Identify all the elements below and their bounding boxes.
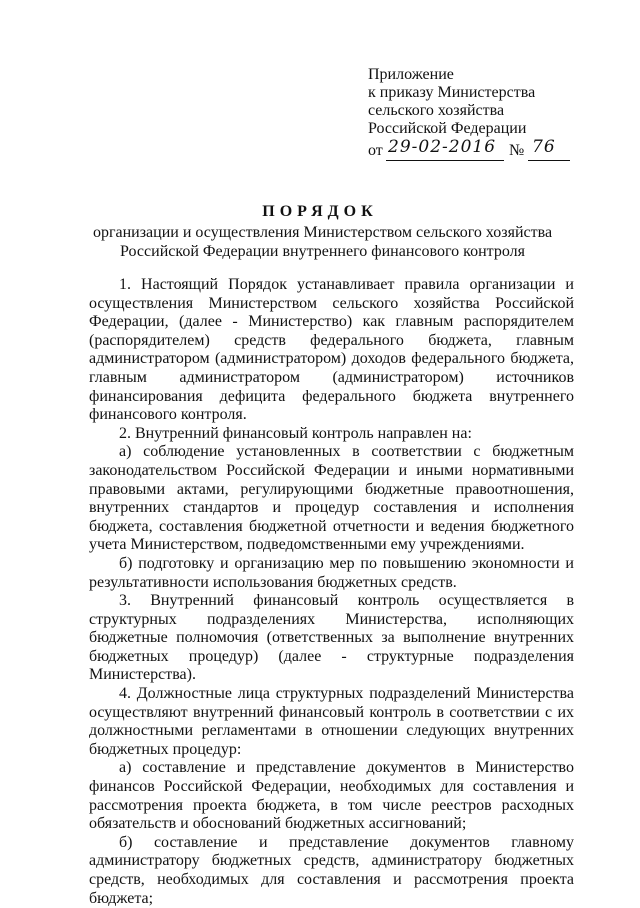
number-prefix: № (509, 142, 525, 159)
document-title: ПОРЯДОК (262, 203, 378, 220)
document-body (89, 276, 574, 908)
appendix-line: сельского хозяйства (368, 102, 505, 119)
number-underline (528, 160, 570, 161)
date-underline (386, 160, 504, 161)
paragraph: б) подготовку и организацию мер по повышению экономности и результативности использования бюджетных средств. (89, 554, 574, 591)
paragraph: 3. Внутренний финансовый контроль осуществляется в структурных подразделениях Министерства, исполняющих бюджетные полномочия (ответственных за выполнение внутренних бюджетных процедур) (далее - структурные подразделения Министерства). (89, 592, 574, 684)
paragraph: 4. Должностные лица структурных подразделений Министерства осуществляют внутренний финансовый контроль в соответствии с их должностными регламентами в отношении следующих внутренних бюджетных процедур: (89, 685, 574, 758)
document-subtitle: организации и осуществления Министерством сельского хозяйства Российской Федерации внутреннего финансового контроля (92, 224, 553, 260)
paragraph: а) составление и представление документов в Министерство финансов Российской Федерации, необходимых для составления и рассмотрения проекта бюджета, в том числе реестров расходных обязательств и обоснований бюджетных ассигнований; (89, 759, 574, 833)
appendix-line: Российской Федерации (368, 120, 527, 137)
paragraph: а) соблюдение установленных в соответствии с бюджетным законодательством Российской Федерации и иными нормативными правовыми актами, регулирующими бюджетные правоотношения, внутренних стандартов и процедур составления и исполнения бюджета, составления бюджетной отчетности и ведения бюджетного учета Министерством, подведомственными ему учреждениями. (89, 443, 574, 554)
handwritten-number: 76 (532, 137, 556, 157)
handwritten-date: 29-02-2016 (388, 137, 497, 157)
appendix-block (368, 66, 598, 162)
order-date-number-row (368, 138, 598, 162)
appendix-line: Приложение (368, 66, 454, 83)
appendix-line: к приказу Министерства (368, 84, 536, 101)
paragraph: 2. Внутренний финансовый контроль направлен на: (119, 424, 472, 442)
paragraph: 1. Настоящий Порядок устанавливает правила организации и осуществления Министерством сельского хозяйства Российской Федерации, (далее - Министерство) как главным распорядителем (распорядителем) средств федерального бюджета, главным администратором (администратором) доходов федерального бюджета, главным администратором (администратором) источников финансирования дефицита федерального бюджета внутреннего финансового контроля. (89, 276, 574, 424)
paragraph: б) составление и представление документов главному администратору бюджетных средств, администратору бюджетных средств, необходимых для составления и рассмотрения проекта бюджета; (89, 833, 574, 907)
date-prefix: от (368, 142, 383, 159)
